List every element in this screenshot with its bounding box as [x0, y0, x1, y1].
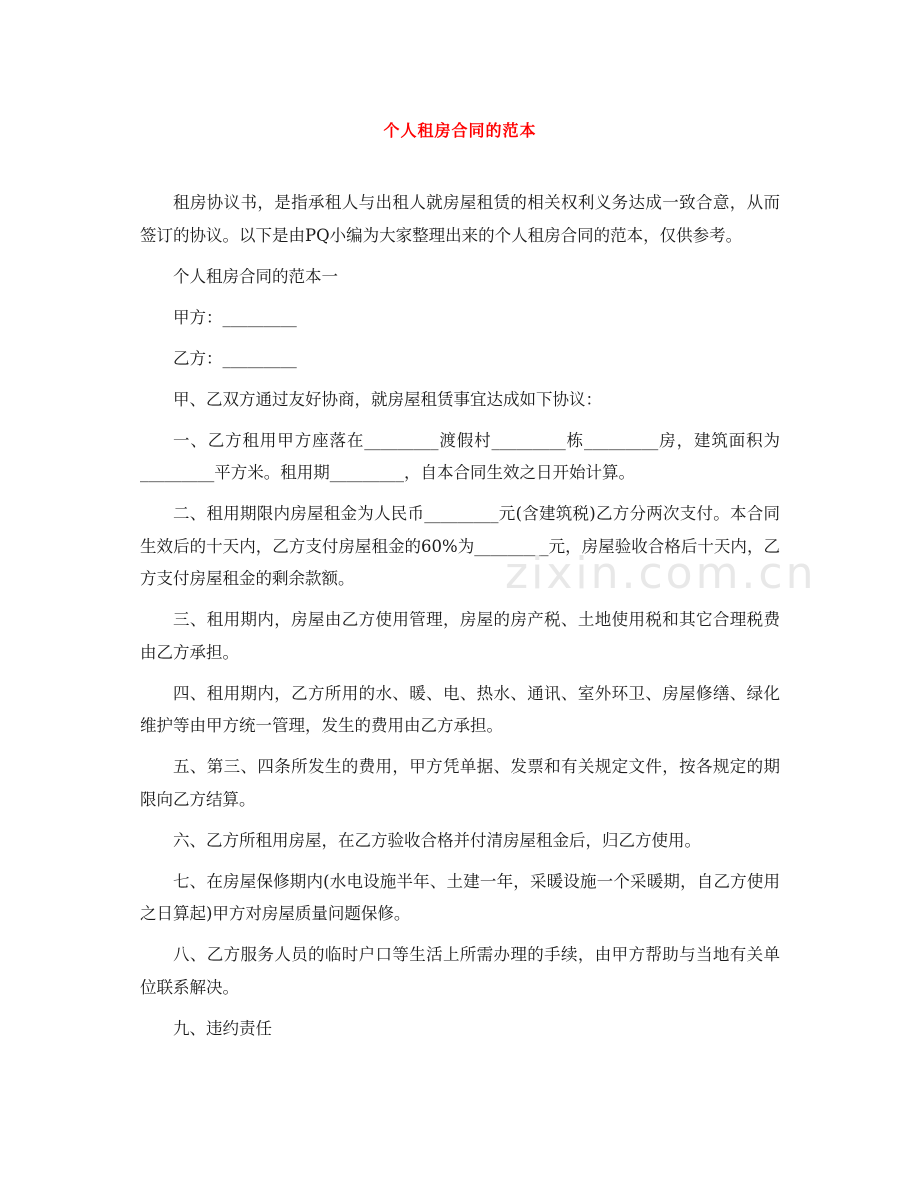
clause-1: 一、乙方租用甲方座落在_________渡假村_________栋_________房，建筑面积为_________平方米。租用期_________，自本合同生效之日开始计算。: [140, 430, 780, 482]
clause-9-heading: 九、违约责任: [173, 1018, 272, 1038]
clause-4: 四、租用期内，乙方所用的水、暖、电、热水、通讯、室外环卫、房屋修缮、绿化维护等由甲方统一管理，发生的费用由乙方承担。: [140, 683, 780, 735]
clause-3: 三、租用期内，房屋由乙方使用管理，房屋的房产税、土地使用税和其它合理税费由乙方承担。: [140, 610, 780, 662]
party-b-line: 乙方：_________: [173, 348, 297, 368]
clause-5: 五、第三、四条所发生的费用，甲方凭单据、发票和有关规定文件，按各规定的期限向乙方结算。: [140, 757, 780, 809]
clause-2: 二、租用期限内房屋租金为人民币_________元(含建筑税)乙方分两次支付。本合同生效后的十天内，乙方支付房屋租金的60%为_________元，房屋验收合格后十天内，乙方支付房屋租金的剩余款额。: [140, 504, 780, 588]
watermark: zixin.com.cn: [505, 548, 817, 599]
clause-8: 八、乙方服务人员的临时户口等生活上所需办理的手续，由甲方帮助与当地有关单位联系解决。: [140, 945, 780, 997]
clause-7: 七、在房屋保修期内(水电设施半年、土建一年，采暖设施一个采暖期，自乙方使用之日算起)甲方对房屋质量问题保修。: [140, 871, 780, 923]
clause-6: 六、乙方所租用房屋，在乙方验收合格并付清房屋租金后，归乙方使用。: [173, 830, 701, 850]
section-heading: 个人租房合同的范本一: [173, 266, 338, 286]
agreement-preamble: 甲、乙双方通过友好协商，就房屋租赁事宜达成如下协议：: [173, 389, 602, 409]
document-title: 个人租房合同的范本: [383, 121, 537, 140]
paragraph-intro: 租房协议书，是指承租人与出租人就房屋租赁的相关权利义务达成一致合意，从而签订的协议。以下是由PQ小编为大家整理出来的个人租房合同的范本，仅供参考。: [140, 193, 780, 245]
document-body: [140, 187, 780, 1054]
party-a-line: 甲方：_________: [173, 307, 297, 327]
